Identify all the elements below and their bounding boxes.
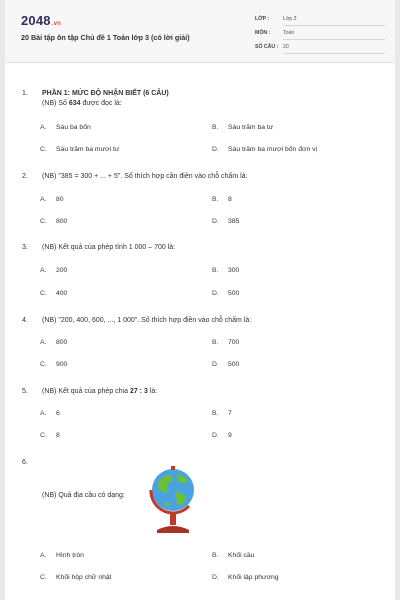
option-a[interactable]: A. Hình tròn <box>40 552 84 559</box>
option-a[interactable]: A. 200 <box>40 267 68 274</box>
site-logo[interactable]: 2048.vn <box>21 13 62 28</box>
option-b[interactable]: B. 7 <box>212 410 232 417</box>
option-b[interactable]: B. 300 <box>212 267 240 274</box>
option-d[interactable]: D. Sáu trăm ba mươi bốn đơn vị <box>212 146 318 153</box>
question-text: (NB) Quả địa cầu có dạng: <box>42 492 125 499</box>
option-c[interactable]: C. Khối hộp chữ nhật <box>40 574 112 581</box>
question-text: (NB) "385 = 300 + ... + 5". Số thích hợp cần điền vào chỗ chấm là: <box>42 173 248 180</box>
option-c[interactable]: C. 400 <box>40 290 68 297</box>
option-d[interactable]: D. 9 <box>212 432 232 439</box>
option-c[interactable]: C. Sáu trăm ba mươi tư <box>40 146 120 153</box>
option-d[interactable]: D. 385 <box>212 218 240 225</box>
option-c[interactable]: C. 800 <box>40 218 68 225</box>
option-d[interactable]: D. Khối lập phương <box>212 574 279 581</box>
globe-icon <box>143 458 203 538</box>
document-title: 20 Bài tập ôn tập Chủ đề 1 Toán lớp 3 (có lời giải) <box>21 33 190 42</box>
option-d[interactable]: D. 500 <box>212 361 240 368</box>
question-text: (NB) Kết quả của phép chia 27 : 3 là: <box>42 388 158 395</box>
option-b[interactable]: B. 700 <box>212 339 240 346</box>
option-d[interactable]: D. 500 <box>212 290 240 297</box>
document-page: 2048.vn 20 Bài tập ôn tập Chủ đề 1 Toán lớp 3 (có lời giải) LỚP : Lớp 3 MÔN : Toán SỐ CÂU : 20 1. PHẦN 1: MỨC ĐỘ NHẬN BIẾT (6 CÂU) (NB) Số 634 được đọc là: A. Sáu ba bốn B. Sáu trăm ba tư C. Sáu trăm ba mươi tư D. Sáu trăm ba mươi bốn đơn vị 2. (NB) "385 = 300 + ... + 5". Số thích hợp cần điền vào chỗ chấm là: A. 80 B. 8 C. 800 D. 385 3. (NB) Kết quả của phép tính 1 000 – 700 là: A. 200 B. 300 C. 400 D. 500 4. (NB) "200, 400, 600, ..., 1 000". Số thích hợp điền vào chỗ chấm là: A. 800 B. 700 C. 900 D. 500 5. (NB) Kết quả của phép chia 27 : 3 là: A. 6 B. 7 C. 8 D. 9 6. (NB) Quả địa cầu có dạng: A. Hình tròn B. Khối cầu C. Khối hộp chữ nhật D. Khối lập phương <box>5 0 395 600</box>
question-text: (NB) Số 634 được đọc là: <box>42 100 122 107</box>
option-a[interactable]: A. 6 <box>40 410 60 417</box>
question-text: (NB) Kết quả của phép tính 1 000 – 700 là: <box>42 244 176 251</box>
option-a[interactable]: A. Sáu ba bốn <box>40 124 91 131</box>
option-b[interactable]: B. Khối cầu <box>212 552 255 559</box>
option-b[interactable]: B. Sáu trăm ba tư <box>212 124 274 131</box>
option-c[interactable]: C. 8 <box>40 432 60 439</box>
document-header: 2048.vn 20 Bài tập ôn tập Chủ đề 1 Toán lớp 3 (có lời giải) LỚP : Lớp 3 MÔN : Toán SỐ CÂU : 20 <box>5 0 395 63</box>
option-a[interactable]: A. 80 <box>40 196 64 203</box>
option-b[interactable]: B. 8 <box>212 196 232 203</box>
section-title: PHẦN 1: MỨC ĐỘ NHẬN BIẾT (6 CÂU) <box>42 90 169 97</box>
question-text: (NB) "200, 400, 600, ..., 1 000". Số thích hợp điền vào chỗ chấm là: <box>42 317 252 324</box>
option-a[interactable]: A. 800 <box>40 339 68 346</box>
option-c[interactable]: C. 900 <box>40 361 68 368</box>
